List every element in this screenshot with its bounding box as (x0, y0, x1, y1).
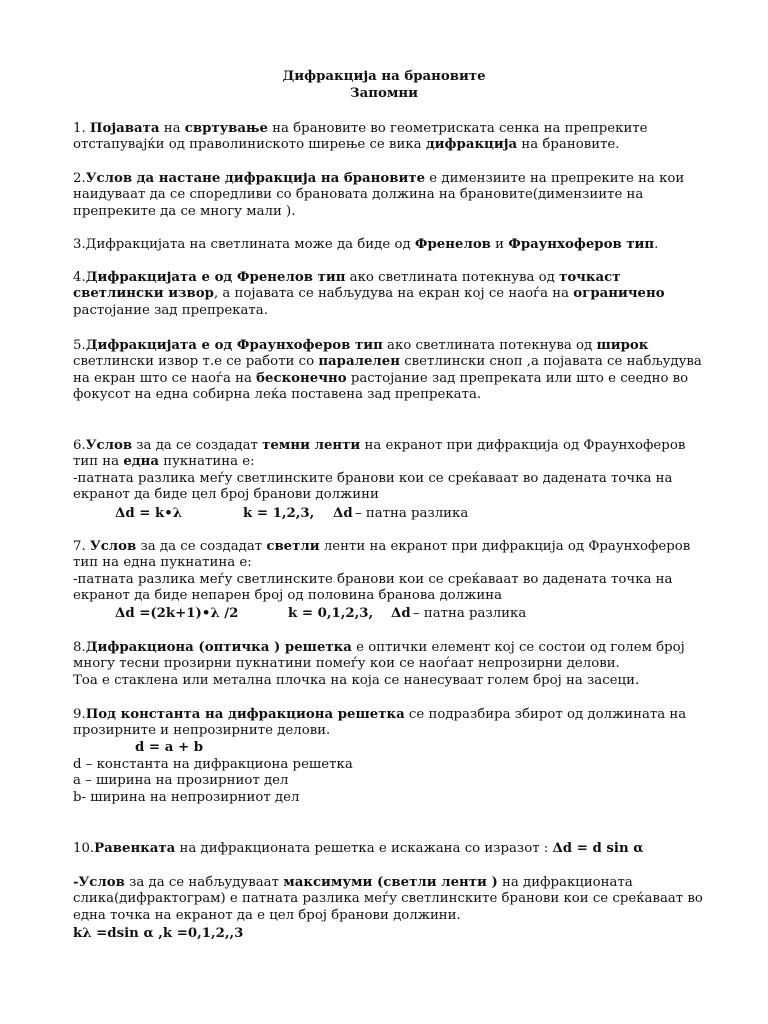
text: растојание зад препреката или што е сеедно во фокусот на една собирна леќа поставена зад препреката. (73, 370, 689, 402)
formula-maxima: kλ =dsin α ,k =0,1,2,,3 (73, 926, 244, 941)
text: за да се набљудуваат (124, 875, 284, 890)
formula-dark-delta: Δd (333, 506, 353, 521)
formula-dark-k-values: k = 1,2,3, (243, 506, 315, 521)
text: на дифракционата слика(дифрактограм) е патната разлика меѓу светлинските бранови кои се среќаваат во една точка на екранот да е цел број бранови должини. (73, 875, 703, 923)
text: и (490, 237, 509, 252)
text: за да се создадат (132, 438, 263, 453)
text: , а појавата се набљудува на екран кој се наоѓа на (213, 286, 574, 302)
formula-bright-equation: Δd =(2k+1)•λ /2 (115, 606, 239, 621)
text: е оптички елемент кој се состои од голем број многу тесни прозирни пукнатини помеѓу кои се наоѓаат непрозирни делови. (73, 640, 685, 672)
bold-text: Равенката (94, 841, 176, 856)
bold-text: Под константа на дифракциона решетка (85, 707, 405, 722)
text: светлински сноп ,а појавата се набљудува на екран што се наоѓа на (73, 354, 702, 386)
bold-text: Дифракцијата е од Фраунхоферов тип (85, 338, 383, 353)
text: ленти на екранот при дифракција од Фраунхоферов тип на една пукнатина е: (73, 539, 691, 571)
paragraph-8 (73, 640, 703, 689)
text: светлински извор т.е се работи со (73, 354, 319, 370)
document-subtitle: Запомни (350, 86, 418, 101)
text: 4. (73, 270, 86, 285)
bold-text: темни ленти (262, 438, 361, 453)
paragraph-5 (73, 338, 703, 403)
text: на екранот при дифракција од Фраунхоферов тип на (73, 438, 686, 470)
bold-text: Дифракциона (оптичка ) решетка (85, 640, 352, 655)
text: на дифракционата решетка е искажана со изразот : (175, 841, 553, 856)
bold-text: ограничено (573, 286, 665, 302)
formula-bright-delta: Δd (391, 606, 411, 621)
bold-text: Френелов (414, 237, 491, 252)
bold-text: максимуми (светли ленти ) (283, 875, 498, 890)
text: 6. (73, 438, 86, 453)
bold-text: Услов (85, 438, 133, 453)
text: на (159, 121, 185, 136)
text: 1. (73, 121, 90, 136)
text: се подразбира збирот од должината на прозирните и непрозирните делови. (73, 707, 687, 739)
paragraph-10 (73, 841, 703, 857)
paragraph-2 (73, 171, 703, 220)
bold-text: Дифракцијата е од Френелов тип (85, 270, 346, 285)
bold-text: свртување (184, 121, 268, 136)
bold-text: паралелен (318, 354, 400, 370)
text: за да се создадат (136, 539, 267, 554)
paragraph-3 (73, 237, 703, 253)
text: на брановите во геометриската сенка на препреките отстапувајќи од праволиниското ширење се вика (73, 121, 648, 153)
text: ако светлината потекнува од (345, 270, 560, 285)
formula-dark-description: – патна разлика (355, 506, 469, 521)
bold-text: светли (266, 539, 320, 554)
text: -патната разлика меѓу светлинските бранови кои се среќаваат во дадената точка на екранот да биде непарен број од половина бранова должина (73, 571, 673, 603)
text: 2. (73, 171, 86, 186)
text: a – ширина на прозирниот дел (73, 773, 289, 789)
paragraph-7 (73, 539, 703, 604)
paragraph-9 (73, 707, 703, 740)
text: 5. (73, 338, 86, 353)
text: b- ширина на непрозирниот дел (73, 789, 300, 805)
formula-dark-equation: Δd = k•λ (115, 506, 183, 521)
document-title: Дифракција на брановите (282, 69, 486, 84)
bold-text: Фраунхоферов тип (508, 237, 655, 252)
text: . (654, 237, 659, 252)
bold-text: точкаст светлински извор (73, 270, 621, 302)
formula-bright-k-values: k = 0,1,2,3, (288, 606, 374, 621)
bold-text: Δd = d sin α (552, 841, 644, 856)
bold-text: една (123, 454, 159, 470)
formula-bright-description: – патна разлика (413, 606, 527, 621)
text: 9. (73, 707, 86, 722)
text: на брановите. (517, 137, 620, 153)
paragraph-9-definitions (73, 757, 703, 806)
text: е димензиите на препреките на кои наидуваат да се споредливи со брановата должина на брановите(димензиите на препреките да се многу мали ). (73, 171, 685, 219)
paragraph-1 (73, 121, 703, 154)
formula-grating-constant: d = a + b (135, 740, 204, 755)
bold-text: Услов (89, 539, 137, 554)
text: пукнатина е: (159, 454, 255, 470)
text: -патната разлика меѓу светлинските бранови кои се среќаваат во дадената точка на екранот да биде цел број бранови должини (73, 470, 673, 502)
bold-text: дифракција (425, 137, 518, 153)
bold-text: широк (596, 338, 649, 353)
text: 10. (73, 841, 95, 856)
text: ако светлината потекнува од (382, 338, 597, 353)
bold-text: -Услов (73, 875, 125, 890)
text: Тоа е стаклена или метална плочка на која се нанесуваат голем број на засеци. (73, 672, 640, 688)
text: 7. (73, 539, 90, 554)
bold-text: Услов да настане дифракција на брановите (85, 171, 426, 186)
paragraph-4 (73, 270, 703, 319)
text: 8. (73, 640, 86, 655)
text: растојание зад препреката. (73, 302, 268, 318)
text: d – константа на дифракциона решетка (73, 757, 353, 772)
bold-text: Појавата (89, 121, 160, 136)
bold-text: бесконечно (256, 370, 347, 386)
paragraph-6 (73, 438, 703, 503)
text: 3.Дифракцијата на светлината може да биде од (73, 237, 415, 252)
paragraph-11 (73, 875, 703, 924)
